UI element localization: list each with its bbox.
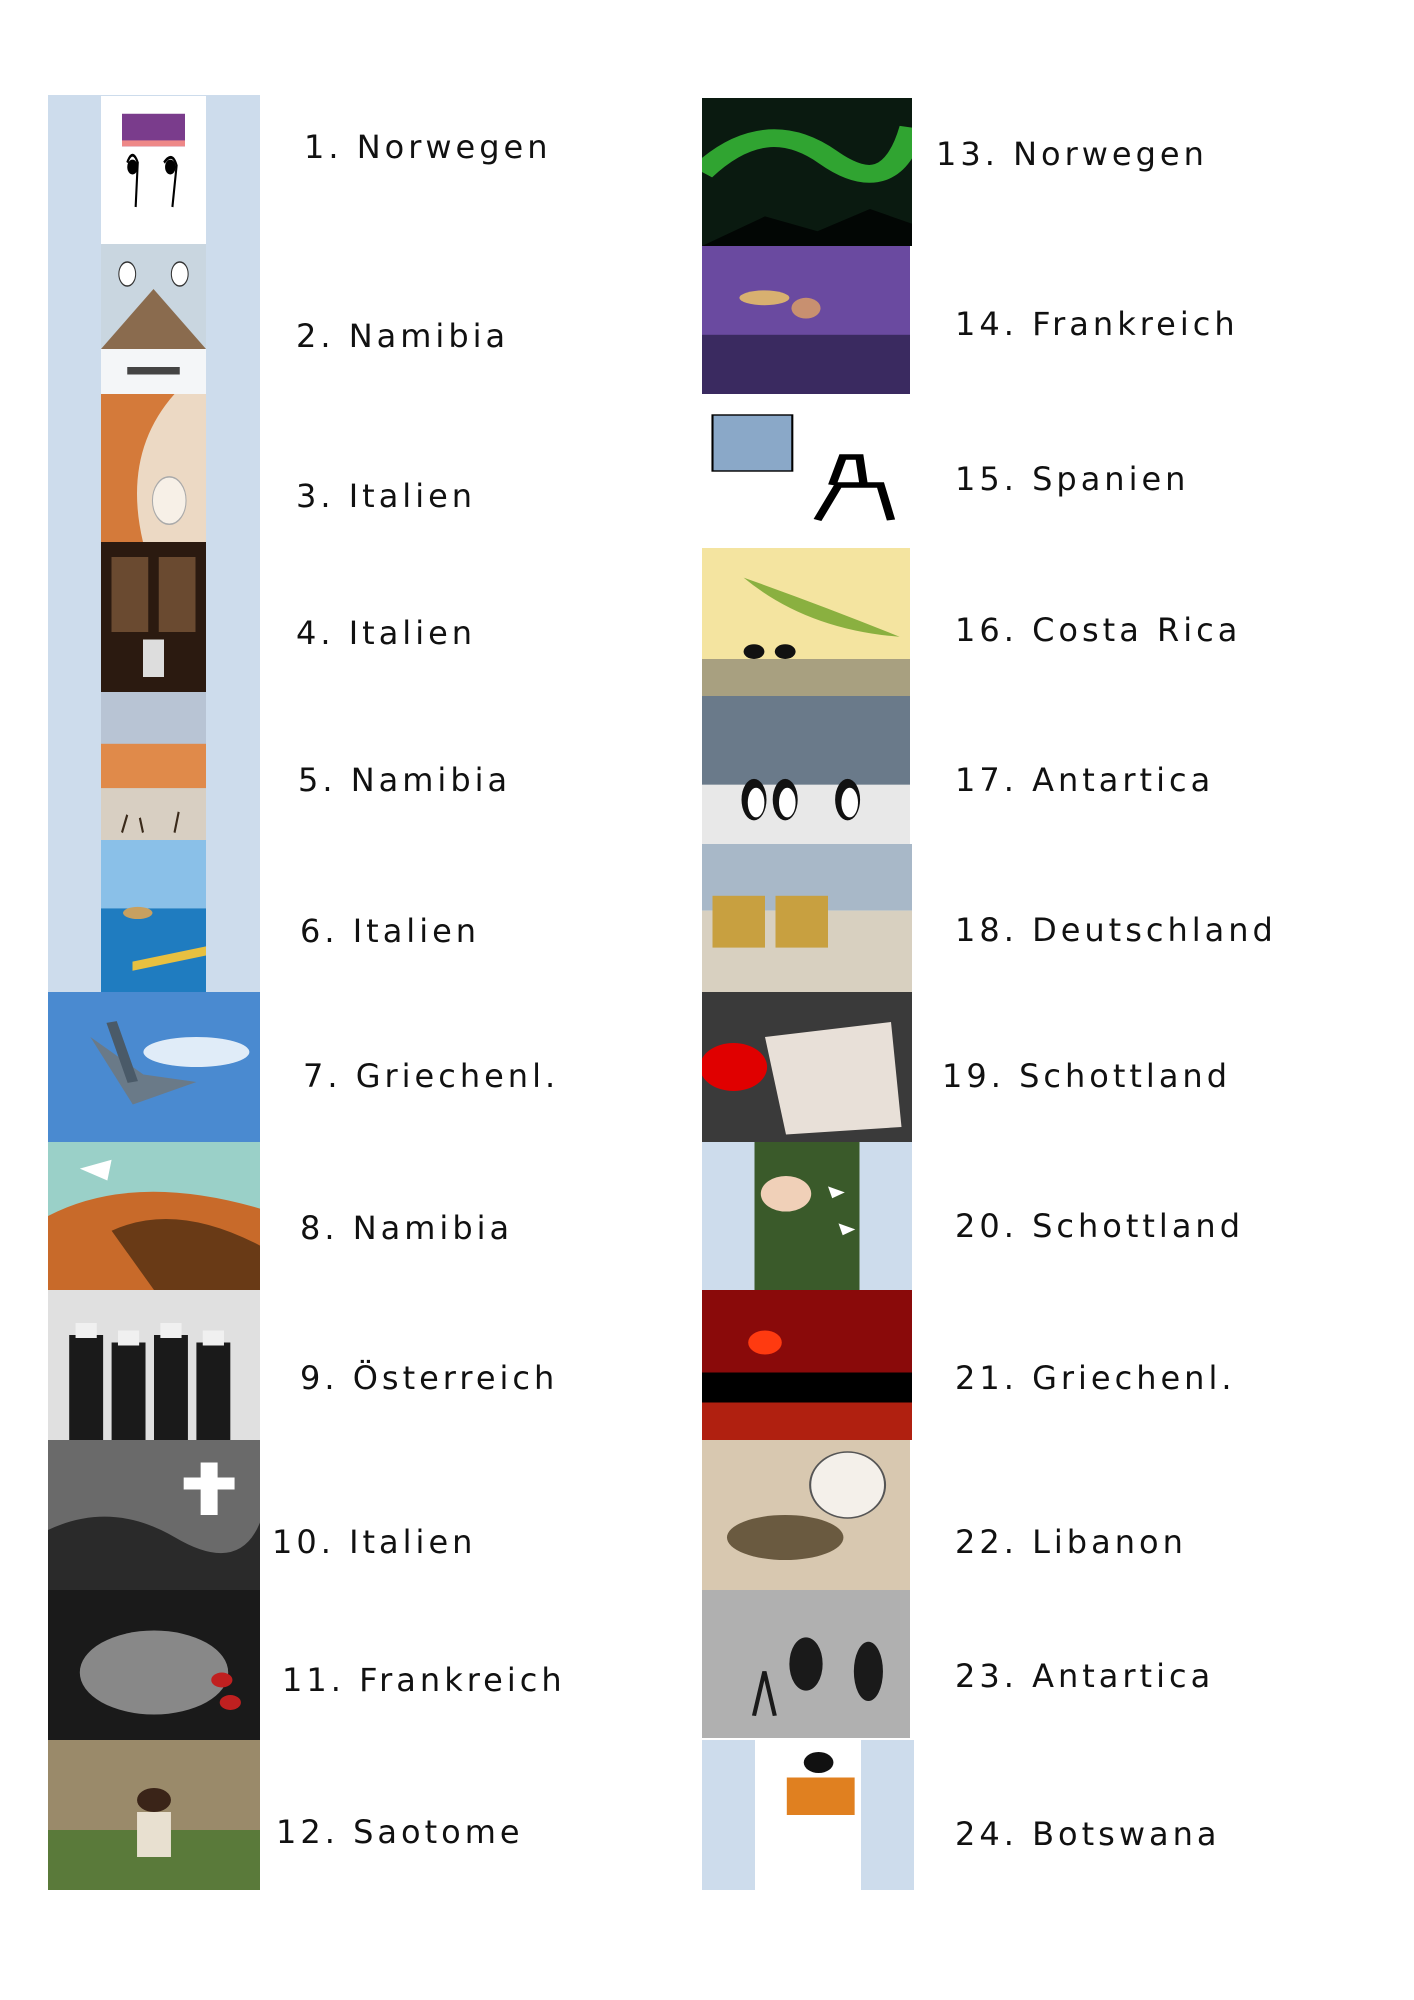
thumbnail-9[interactable] — [48, 1290, 260, 1440]
thumbnail-image-7 — [48, 992, 260, 1142]
thumbnail-6[interactable] — [101, 840, 206, 992]
thumbnail-image-19 — [702, 992, 912, 1142]
thumbnail-image-9 — [48, 1290, 260, 1440]
thumbnail-image-8 — [48, 1142, 260, 1290]
thumbnail-1[interactable] — [101, 96, 206, 244]
thumbnail-4[interactable] — [101, 542, 206, 692]
entry-label-11: 11. Frankreich — [282, 1661, 566, 1699]
thumbnail-24[interactable] — [702, 1740, 914, 1890]
thumbnail-18[interactable] — [702, 844, 912, 992]
thumbnail-23[interactable] — [702, 1590, 910, 1738]
thumbnail-5[interactable] — [101, 692, 206, 840]
entry-label-15: 15. Spanien — [955, 460, 1190, 498]
thumbnail-image-6 — [101, 840, 206, 992]
thumbnail-16[interactable] — [702, 548, 910, 696]
thumbnail-image-10 — [48, 1440, 260, 1590]
entry-label-20: 20. Schottland — [955, 1207, 1245, 1245]
entry-label-9: 9. Österreich — [300, 1359, 559, 1397]
thumbnail-8[interactable] — [48, 1142, 260, 1290]
entry-label-21: 21. Griechenl. — [955, 1359, 1236, 1397]
thumbnail-image-21 — [702, 1290, 912, 1440]
thumbnail-image-4 — [101, 542, 206, 692]
entry-label-23: 23. Antartica — [955, 1657, 1215, 1695]
entry-label-5: 5. Namibia — [298, 761, 512, 799]
thumbnail-7[interactable] — [48, 992, 260, 1142]
entry-label-13: 13. Norwegen — [936, 135, 1208, 173]
thumbnail-17[interactable] — [702, 696, 910, 844]
entry-label-10: 10. Italien — [272, 1523, 477, 1561]
entry-label-4: 4. Italien — [296, 614, 477, 652]
entry-label-22: 22. Libanon — [955, 1523, 1187, 1561]
thumbnail-14[interactable] — [702, 246, 910, 394]
thumbnail-image-13 — [702, 98, 912, 246]
entry-label-6: 6. Italien — [300, 912, 481, 950]
thumbnail-15[interactable] — [702, 408, 912, 548]
thumbnail-21[interactable] — [702, 1290, 912, 1440]
entry-label-14: 14. Frankreich — [955, 305, 1239, 343]
entry-label-19: 19. Schottland — [942, 1057, 1232, 1095]
thumbnail-image-11 — [48, 1590, 260, 1740]
thumbnail-2[interactable] — [101, 244, 206, 394]
thumbnail-13[interactable] — [702, 98, 912, 246]
thumbnail-image-3 — [101, 394, 206, 542]
entry-label-2: 2. Namibia — [296, 317, 510, 355]
thumbnail-image-23 — [702, 1590, 910, 1738]
thumbnail-image-1 — [101, 96, 206, 244]
thumbnail-image-14 — [702, 246, 910, 394]
thumbnail-image-16 — [702, 548, 910, 696]
entry-label-3: 3. Italien — [296, 477, 477, 515]
thumbnail-11[interactable] — [48, 1590, 260, 1740]
entry-label-24: 24. Botswana — [955, 1815, 1221, 1853]
entry-label-7: 7. Griechenl. — [303, 1057, 560, 1095]
thumbnail-image-20 — [702, 1142, 912, 1290]
thumbnail-image-17 — [702, 696, 910, 844]
thumbnail-image-18 — [702, 844, 912, 992]
thumbnail-image-22 — [702, 1440, 910, 1590]
entry-label-1: 1. Norwegen — [304, 128, 552, 166]
thumbnail-3[interactable] — [101, 394, 206, 542]
thumbnail-19[interactable] — [702, 992, 912, 1142]
thumbnail-image-2 — [101, 244, 206, 394]
thumbnail-image-24 — [702, 1740, 914, 1890]
entry-label-18: 18. Deutschland — [955, 911, 1277, 949]
thumbnail-image-5 — [101, 692, 206, 840]
thumbnail-image-12 — [48, 1740, 260, 1890]
thumbnail-20[interactable] — [702, 1142, 912, 1290]
entry-label-17: 17. Antartica — [955, 761, 1215, 799]
entry-label-12: 12. Saotome — [276, 1813, 524, 1851]
entry-label-8: 8. Namibia — [300, 1209, 514, 1247]
thumbnail-image-15 — [702, 408, 912, 548]
thumbnail-22[interactable] — [702, 1440, 910, 1590]
thumbnail-12[interactable] — [48, 1740, 260, 1890]
entry-label-16: 16. Costa Rica — [955, 611, 1242, 649]
thumbnail-10[interactable] — [48, 1440, 260, 1590]
